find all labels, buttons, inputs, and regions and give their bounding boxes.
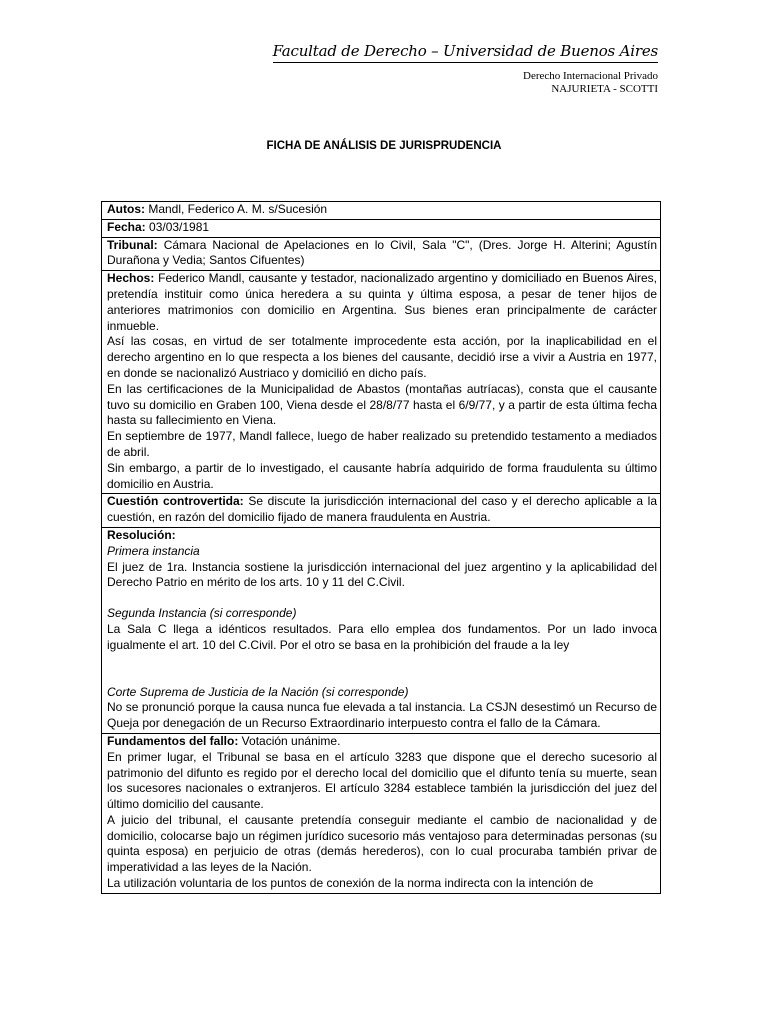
segunda-instancia-text: La Sala C llega a idénticos resultados. Para ello emplea dos fundamentos. Por un lado invoca igualmente el art. 10 del C.Civil. Por el otro se basa en la prohibición del fraude a la ley	[107, 621, 657, 652]
document-header	[273, 42, 658, 96]
hechos-paragraph: En septiembre de 1977, Mandl fallece, luego de haber realizado su pretendido testamento a mediados de abril.	[107, 429, 657, 459]
hechos-paragraph: Sin embargo, a partir de lo investigado, el causante habría adquirido de forma fraudulenta su último domicilio en Austria.	[107, 460, 657, 491]
fecha-value: 03/03/1981	[145, 219, 210, 234]
hechos-label: Hechos:	[107, 271, 155, 286]
cuestion-label: Cuestión controvertida:	[107, 494, 244, 509]
fundamentos-paragraph: En primer lugar, el Tribunal se basa en el artículo 3283 que dispone que el derecho sucesorio al patrimonio del difunto es regido por el derecho local del domicilio que el difunto tenía su muerte, sean los sucesores nacionales o extranjeros. El artículo 3284 establece también la jurisdicción del juez del último domicilio del causante.	[107, 749, 657, 812]
corte-suprema-heading: Corte Suprema de Justicia de la Nación (si corresponde)	[107, 684, 409, 699]
fundamentos-paragraph	[107, 734, 657, 750]
resolucion-label: Resolución:	[107, 527, 176, 542]
hechos-paragraph	[107, 271, 657, 334]
professors-name: NAJURIETA - SCOTTI	[551, 83, 658, 95]
page-title: FICHA DE ANÁLISIS DE JURISPRUDENCIA	[266, 140, 502, 152]
row-autos	[102, 202, 661, 220]
row-tribunal	[102, 237, 661, 271]
tribunal-value: Cámara Nacional de Apelaciones en lo Civil, Sala "C", (Dres. Jorge H. Alterini; Agustín Durañona y Vedia; Santos Cifuentes)	[107, 237, 657, 268]
faculty-name: Facultad de Derecho – Universidad de Buenos Aires	[273, 42, 658, 63]
fundamentos-value: Votación unánime.	[238, 733, 341, 748]
hechos-first: Federico Mandl, causante y testador, nacionalizado argentino y domiciliado en Buenos Aires, pretendía instituir como única heredera a su quinta y última esposa, a pesar de tener hijos de anteriores matrimonios con domicilio en Argentina. Sus bienes eran principalmente de carácter inmueble.	[107, 271, 657, 333]
primera-instancia-text: El juez de 1ra. Instancia sostiene la jurisdicción internacional del juez argentino y la aplicabilidad del Derecho Patrio en mérito de los arts. 10 y 11 del C.Civil.	[107, 559, 657, 590]
autos-value: Mandl, Federico A. M. s/Sucesión	[145, 202, 328, 216]
subject-name: Derecho Internacional Privado	[523, 70, 658, 82]
autos-label: Autos:	[107, 202, 145, 216]
fundamentos-label: Fundamentos del fallo:	[107, 733, 239, 748]
fecha-label: Fecha:	[107, 219, 146, 234]
fundamentos-paragraph: A juicio del tribunal, el causante pretendía conseguir mediante el cambio de nacionalidad y de domicilio, colocarse bajo un régimen jurídico sucesorio más ventajoso para determinadas personas (su quinta esposa) en perjuicio de otras (demás herederos), con lo cual procuraba también privar de imperatividad a las leyes de la Nación.	[107, 812, 657, 875]
row-resolucion	[102, 527, 661, 733]
row-fecha	[102, 219, 661, 237]
primera-instancia-heading: Primera instancia	[107, 543, 200, 558]
segunda-instancia-heading: Segunda Instancia (si corresponde)	[107, 606, 297, 621]
row-cuestion	[102, 494, 661, 528]
hechos-paragraph: En las certificaciones de la Municipalidad de Abastos (montañas autríacas), consta que el causante tuvo su domicilio en Graben 100, Viena desde el 28/8/77 hasta el 6/9/77, y a partir de esta última fecha hasta su fallecimiento en Viena.	[107, 381, 657, 428]
fundamentos-paragraph: La utilización voluntaria de los puntos de conexión de la norma indirecta con la intención de	[107, 876, 594, 891]
row-hechos	[102, 271, 661, 494]
hechos-paragraph: Así las cosas, en virtud de ser totalmente improcedente esta acción, por la inaplicabilidad en el derecho argentino en lo que respecta a los bienes del causante, decidió irse a vivir a Austria en 1977, en donde se nacionalizó Austriaco y domicilió en dicho país.	[107, 334, 657, 380]
cuestion-value: Se discute la jurisdicción internacional del caso y el derecho aplicable a la cuestión, en razón del domicilio fijado de manera fraudulenta en Austria.	[107, 494, 657, 525]
analysis-table	[101, 201, 661, 894]
row-fundamentos	[102, 733, 661, 893]
corte-suprema-text: No se pronunció porque la causa nunca fue elevada a tal instancia. La CSJN desestimó un Recurso de Queja por denegación de un Recurso Extraordinario interpuesto contra el fallo de la Cámara.	[107, 700, 657, 731]
tribunal-label: Tribunal:	[107, 237, 158, 252]
